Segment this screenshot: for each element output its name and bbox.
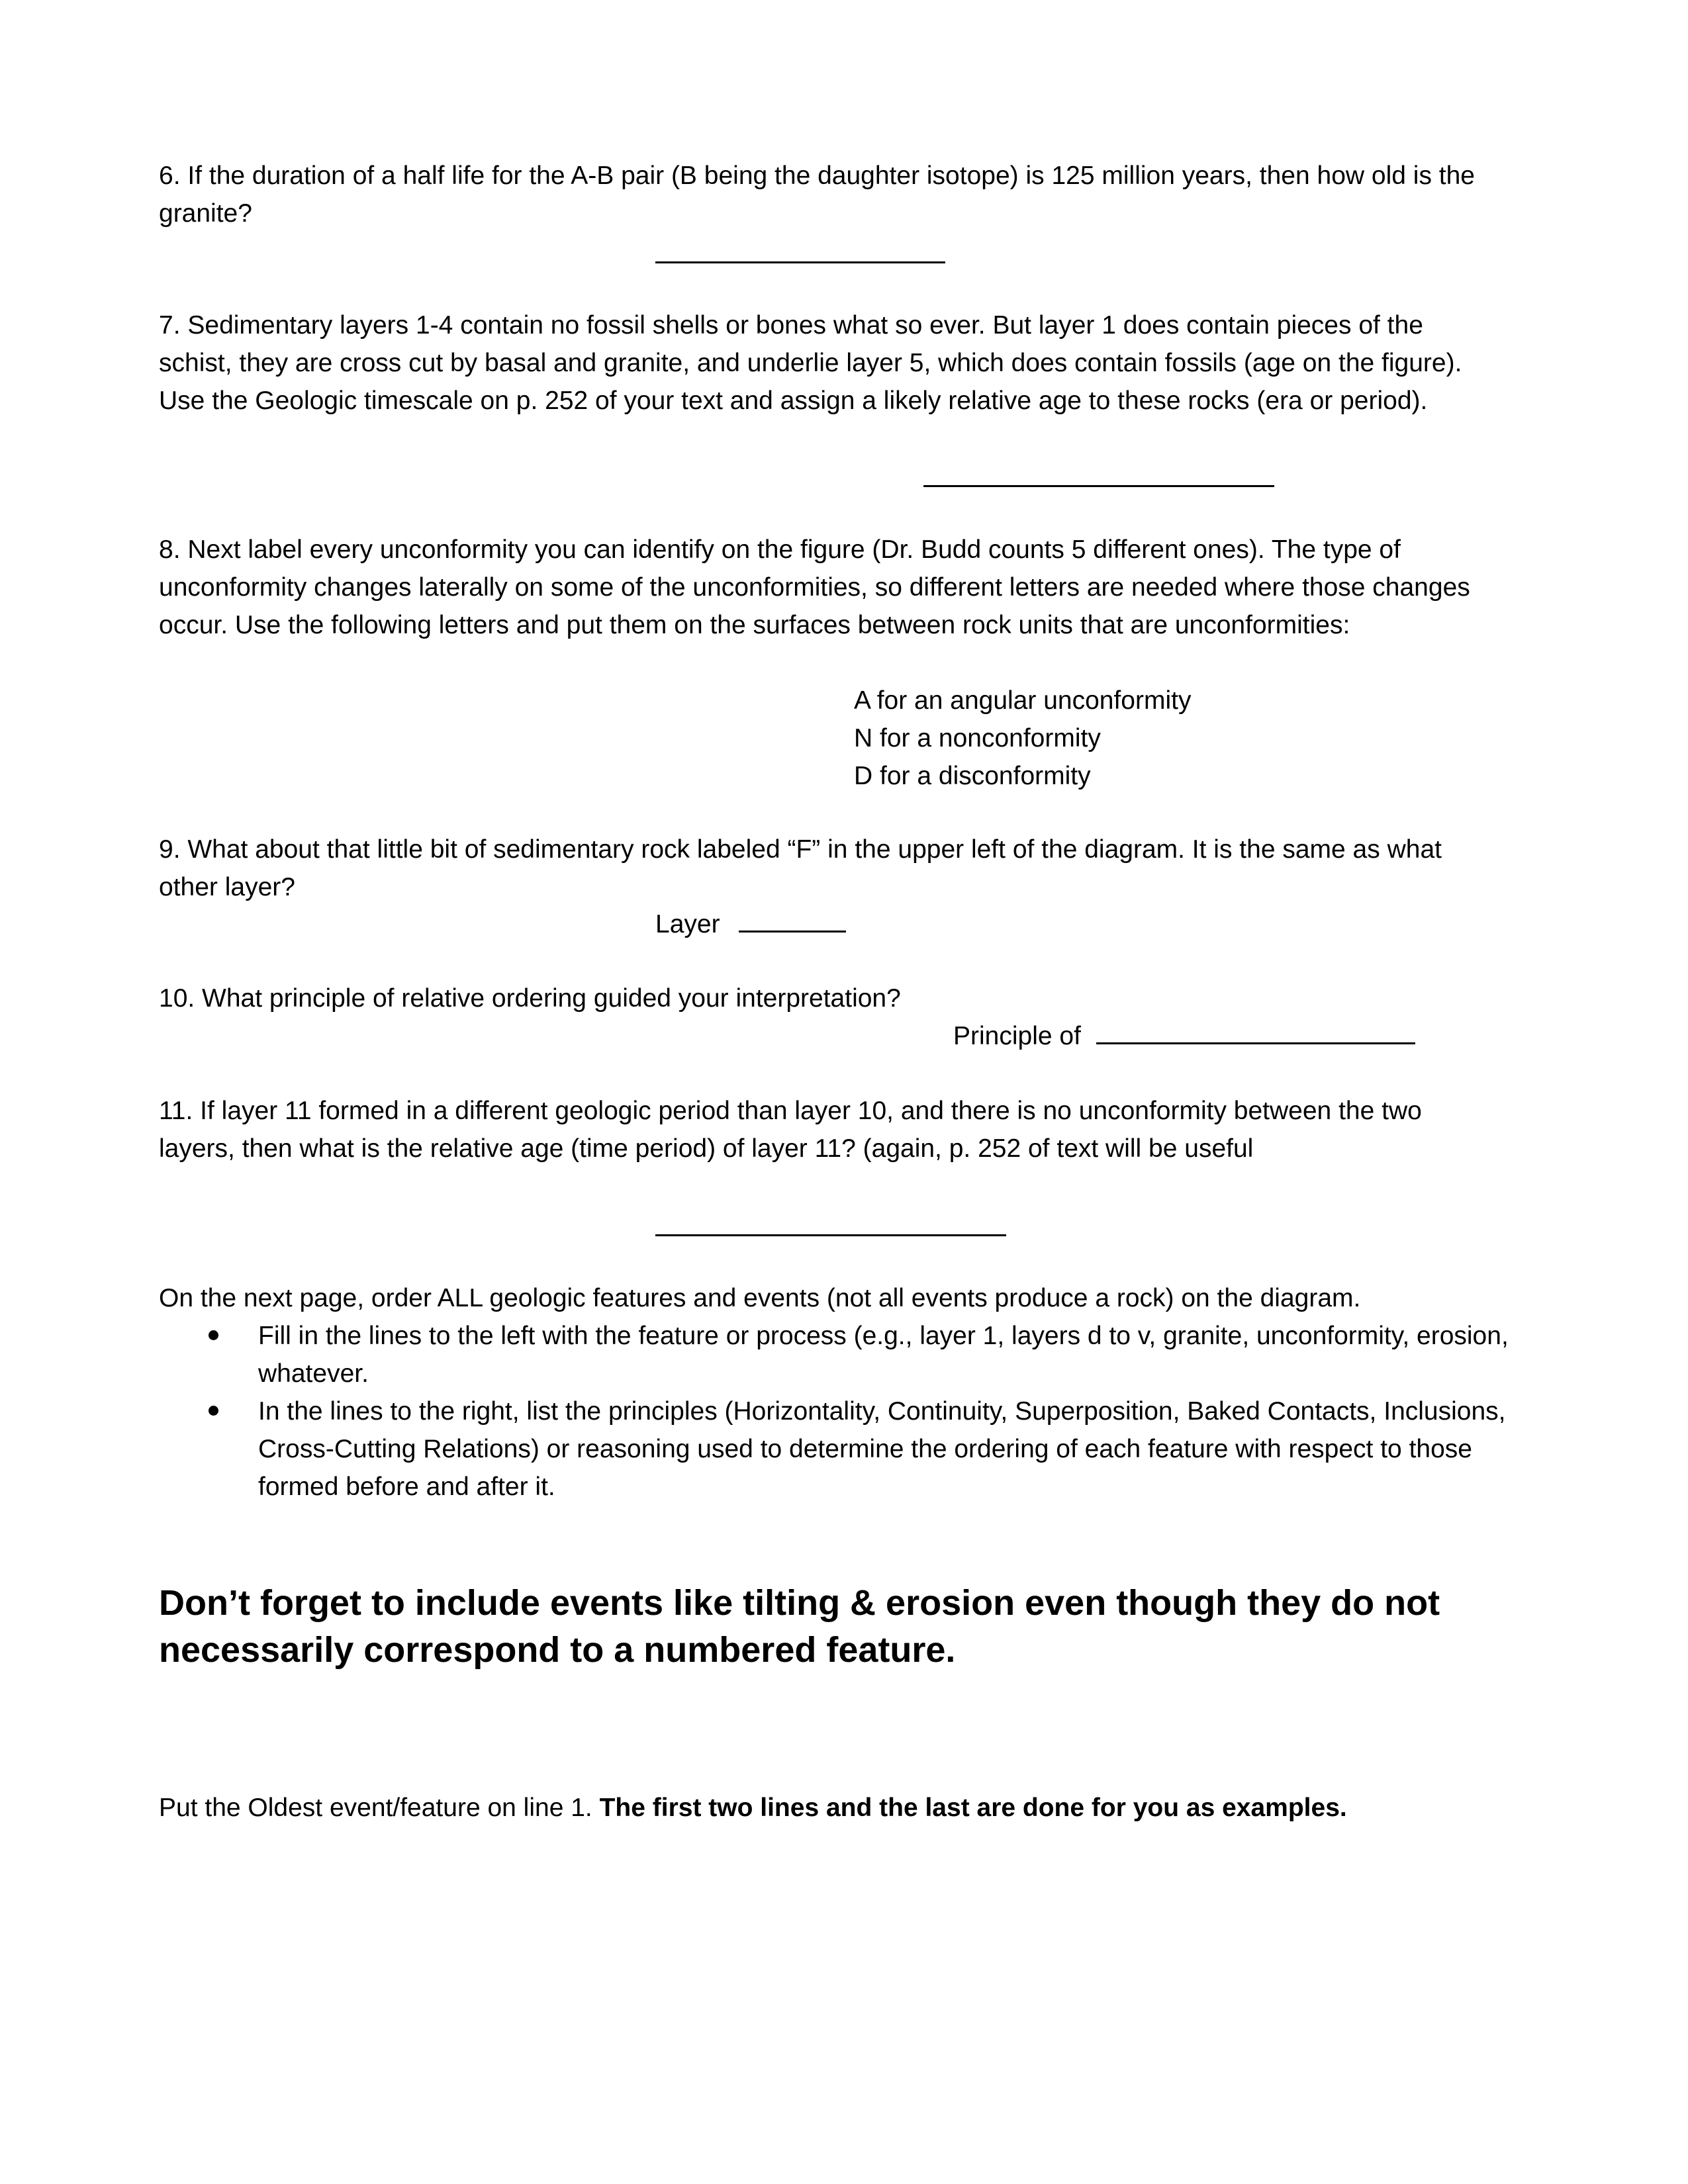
legend-nonconformity: N for a nonconformity: [854, 724, 1101, 752]
question-11-text: 11. If layer 11 formed in a different geologic period than layer 10, and there is no unconformity between the two layers, then what is the relative age (time period) of layer 11? (again, p. 252 of text will be useful: [159, 1097, 1422, 1163]
layer-label: Layer: [655, 910, 720, 938]
answer-line-q6[interactable]: [655, 261, 945, 263]
answer-line-q9[interactable]: [739, 908, 846, 933]
reminder-heading: Don’t forget to include events like tilting & erosion even though they do not necessarily correspond to a numbered feature.: [159, 1583, 1440, 1670]
unconformity-legend: [854, 682, 1191, 795]
question-8-text: 8. Next label every unconformity you can identify on the figure (Dr. Budd counts 5 different ones). The type of unconformity changes laterally on some of the unconformities, so different letters are needed where those changes occur. Use the following letters and put them on the surfaces between rock units that are unconformities:: [159, 535, 1470, 639]
principle-label: Principle of: [953, 1022, 1081, 1050]
answer-line-q7[interactable]: [923, 485, 1274, 487]
instructions-list: [159, 1317, 1516, 1506]
ordering-instruction: Put the Oldest event/feature on line 1. The first two lines and the last are done for you as examples.: [159, 1794, 1347, 1822]
bullet-icon: [209, 1330, 218, 1340]
answer-line-q10[interactable]: [1096, 1020, 1415, 1044]
layer-answer: [655, 905, 846, 943]
ordering-instruction-bold: The first two lines and the last are done for you as examples.: [599, 1794, 1347, 1822]
question-10-text: 10. What principle of relative ordering guided your interpretation?: [159, 984, 901, 1013]
question-7-text: 7. Sedimentary layers 1-4 contain no fossil shells or bones what so ever. But layer 1 does contain pieces of the schist, they are cross cut by basal and granite, and underlie layer 5, which does contain fossils (age on the figure). Use the Geologic timescale on p. 252 of your text and assign a likely relative age to these rocks (era or period).: [159, 311, 1462, 415]
instruction-item: In the lines to the right, list the principles (Horizontality, Continuity, Superposition, Baked Contacts, Inclusions, Cross-Cutting Relations) or reasoning used to determine the ordering of each feature with respect to those formed before and after it.: [159, 1392, 1516, 1506]
principle-answer: [953, 1017, 1415, 1055]
bullet-icon: [209, 1406, 218, 1416]
answer-line-q11[interactable]: [655, 1234, 1006, 1236]
instruction-item: Fill in the lines to the left with the feature or process (e.g., layer 1, layers d to v, granite, unconformity, erosion, whatever.: [159, 1317, 1516, 1392]
legend-disconformity: D for a disconformity: [854, 762, 1091, 790]
instructions-intro: On the next page, order ALL geologic features and events (not all events produce a rock) on the diagram.: [159, 1284, 1361, 1312]
question-6-text: 6. If the duration of a half life for the A-B pair (B being the daughter isotope) is 125 million years, then how old is the granite?: [159, 161, 1475, 228]
question-9-text: 9. What about that little bit of sedimentary rock labeled “F” in the upper left of the diagram. It is the same as what other layer?: [159, 835, 1442, 901]
legend-angular: A for an angular unconformity: [854, 686, 1192, 715]
